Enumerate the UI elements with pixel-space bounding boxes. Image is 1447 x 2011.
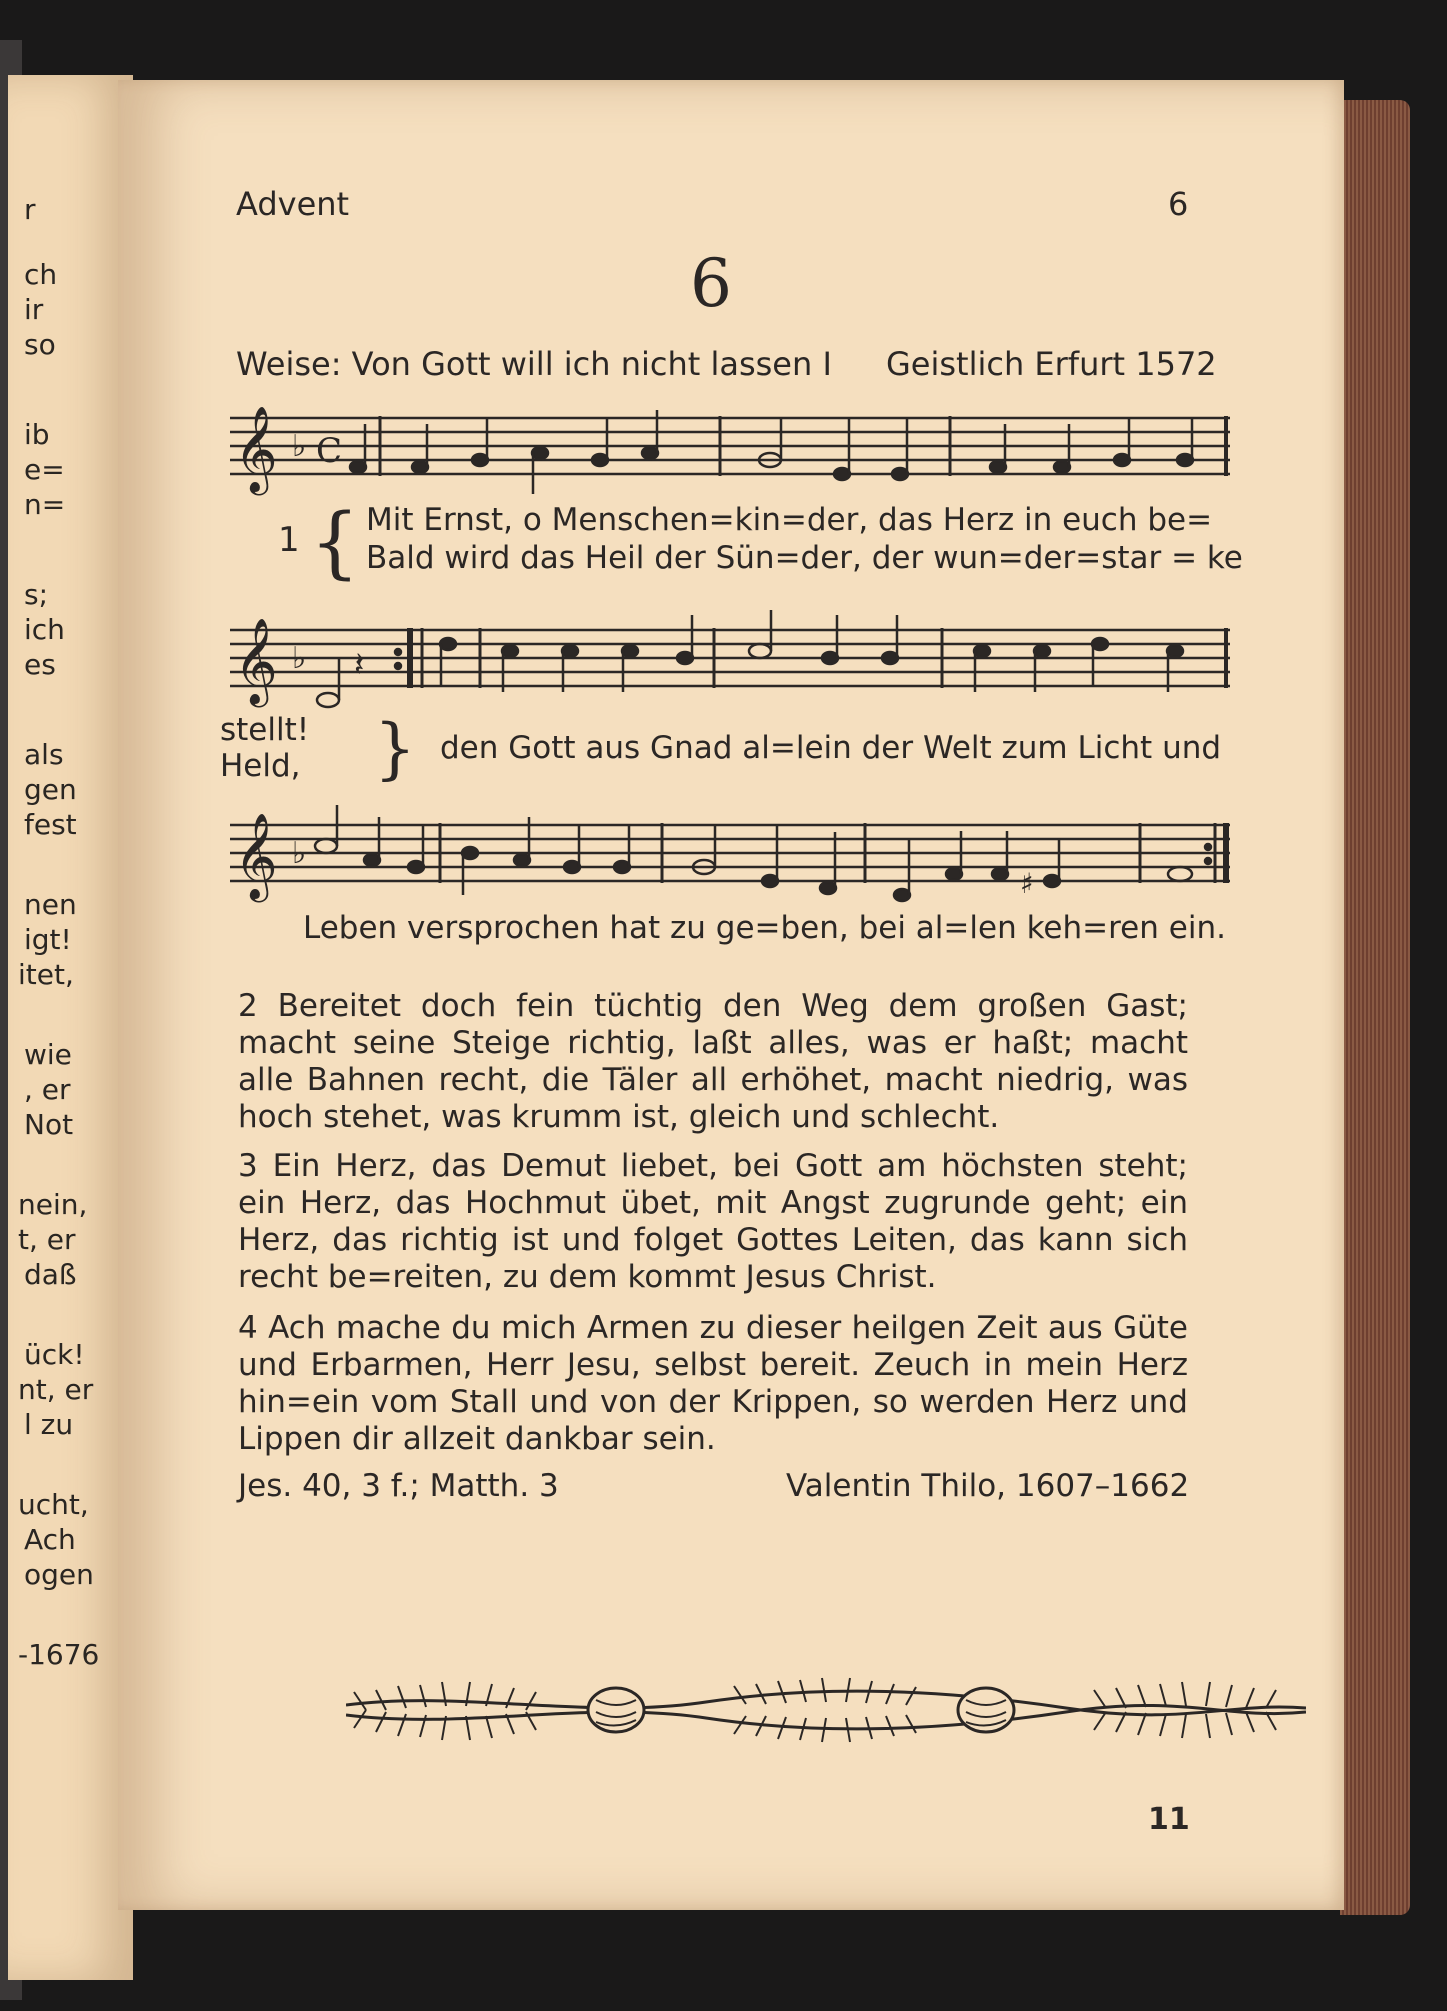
left-page-fragment: -1676	[18, 1638, 100, 1671]
pine-garland-ornament	[346, 1660, 1306, 1760]
left-page-fragment: l zu	[24, 1408, 74, 1441]
left-page-fragment: wie	[24, 1038, 72, 1071]
staff-system-1	[230, 398, 1230, 498]
left-page-fragment: als	[24, 738, 64, 771]
page-number: 11	[1148, 1802, 1190, 1837]
left-page-fragment: igt!	[24, 923, 72, 956]
left-page-fragment: itet,	[18, 958, 74, 991]
svg-text:♭: ♭	[292, 836, 307, 871]
system2-lyric-a2: Held,	[220, 748, 301, 784]
verse1-number: 1	[278, 520, 300, 560]
author-credit: Valentin Thilo, 1607–1662	[786, 1468, 1190, 1504]
svg-text:𝄞: 𝄞	[234, 813, 278, 899]
left-page-fragment: fest	[24, 808, 77, 841]
svg-text:C: C	[316, 431, 343, 471]
melody-source: Geistlich Erfurt 1572	[886, 345, 1217, 383]
left-page-fragment: Not	[24, 1108, 74, 1141]
left-page-fragment: nen	[24, 888, 77, 921]
left-page-fragment: s;	[24, 578, 49, 611]
left-page-fragment: ib	[24, 418, 50, 451]
left-page-fragment: daß	[24, 1258, 77, 1291]
left-page-fragment: ir	[24, 293, 44, 326]
left-page-fragment: ucht,	[18, 1488, 89, 1521]
left-page-fragment: ich	[24, 613, 65, 646]
staff-system-2	[230, 610, 1230, 720]
system3-lyric: Leben versprochen hat zu ge=ben, bei al=len keh=ren ein.	[303, 910, 1226, 946]
left-page-fragment: ch	[24, 258, 58, 291]
verse-2: 2 Bereitet doch fein tüchtig den Weg dem großen Gast; macht seine Steige richtig, laßt alles, was er haßt; macht alle Bahnen recht, die Täler all erhöhet, macht niedrig, was hoch stehet, was krumm ist, gleich und schlecht.	[238, 988, 1188, 1135]
verse-3: 3 Ein Herz, das Demut liebet, bei Gott am höchsten steht; ein Herz, das Hochmut übet, mit Angst zugrunde geht; ein Herz, das richtig ist und folget Gottes Leiten, das kann sich recht be=reiten, zu dem kommt Jesus Christ.	[238, 1148, 1188, 1295]
svg-text:𝄞: 𝄞	[234, 406, 278, 492]
left-page-fragment: n=	[24, 488, 66, 521]
left-page-fragment: so	[24, 328, 56, 361]
svg-text:♯: ♯	[1020, 867, 1034, 900]
left-page-fragment: es	[24, 648, 56, 681]
left-page-fragment: nein,	[18, 1188, 88, 1221]
svg-text:♭: ♭	[292, 641, 307, 676]
left-page	[8, 75, 133, 1980]
left-page-fragment: e=	[24, 453, 65, 486]
verse-4: 4 Ach mache du mich Armen zu dieser heilgen Zeit aus Güte und Erbarmen, Herr Jesu, selbst bereit. Zeuch in mein Herz hin=ein vom Stall und von der Krippen, so werden Herz und Lippen dir allzeit dankbar sein.	[238, 1310, 1188, 1457]
left-page-fragment: ück!	[24, 1338, 85, 1371]
verse1-line-b: Bald wird das Heil der Sün=der, der wun=der=star = ke	[366, 540, 1243, 576]
svg-text:𝄽: 𝄽	[354, 645, 365, 685]
left-page-fragment: r	[24, 193, 36, 226]
system2-lyric-b: den Gott aus Gnad al=lein der Welt zum Licht und	[440, 730, 1222, 766]
left-page-fragment: Ach	[24, 1523, 76, 1556]
verse1-brace: {	[310, 498, 360, 588]
page-block-edge	[1340, 100, 1410, 1915]
melody-note: Weise: Von Gott will ich nicht lassen I	[236, 345, 832, 383]
left-page-fragment: , er	[24, 1073, 71, 1106]
system2-lyric-a1: stellt!	[220, 712, 310, 748]
system2-brace: }	[374, 710, 416, 787]
left-page-fragment: gen	[24, 773, 77, 806]
scripture-reference: Jes. 40, 3 f.; Matth. 3	[238, 1468, 559, 1504]
running-header: Advent	[236, 185, 350, 223]
left-page-fragment: t, er	[18, 1223, 76, 1256]
svg-text:♭: ♭	[292, 429, 307, 464]
header-page-number: 6	[1168, 185, 1189, 223]
verse1-line-a: Mit Ernst, o Menschen=kin=der, das Herz in euch be=	[366, 502, 1213, 538]
left-page-fragment: nt, er	[18, 1373, 94, 1406]
staff-system-3	[230, 805, 1230, 915]
hymn-number: 6	[690, 245, 732, 322]
left-page-fragment: ogen	[24, 1558, 94, 1591]
svg-text:𝄞: 𝄞	[234, 618, 278, 704]
right-page	[118, 80, 1344, 1910]
